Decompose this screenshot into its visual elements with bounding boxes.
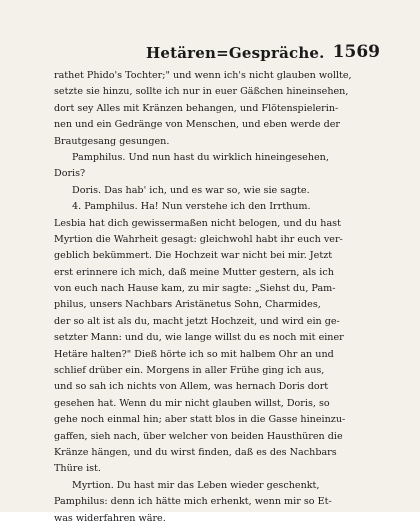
text-line: von euch nach Hause kam, zu mir sagte: „Siehst du, Pam- <box>54 283 336 295</box>
text-line: setzte sie hinzu, sollte ich nur in euer Gäßchen hineinsehen, <box>54 86 349 98</box>
text-line: dort sey Alles mit Kränzen behangen, und Flötenspielerin- <box>54 102 339 114</box>
running-title: Hetären=Gespräche. <box>146 44 325 62</box>
text-line: schlief drüber ein. Morgens in aller Frühe ging ich aus, <box>54 365 325 377</box>
text-line: Doris? <box>54 168 86 180</box>
text-line: der so alt ist als du, macht jetzt Hochzeit, und wird ein ge- <box>54 315 340 327</box>
text-line: Pamphilus. Und nun hast du wirklich hineingesehen, <box>72 151 329 163</box>
text-line: gaffen, sieh nach, über welcher von beiden Hausthüren die <box>54 430 343 442</box>
text-line: Myrtion die Wahrheit gesagt: gleichwohl habt ihr euch ver- <box>54 233 343 245</box>
page-number: 1569 <box>332 42 380 62</box>
body-text <box>54 68 384 527</box>
text-line: was widerfahren wäre. <box>54 512 166 524</box>
text-line: setzter Mann: und du, wie lange willst du es noch mit einer <box>54 332 344 344</box>
text-line: Doris. Das hab' ich, und es war so, wie sie sagte. <box>72 184 310 196</box>
text-line: erst erinnere ich mich, daß meine Mutter gestern, als ich <box>54 266 334 278</box>
text-line: und so sah ich nichts von Allem, was hernach Doris dort <box>54 381 329 393</box>
text-line: gehe noch einmal hin; aber statt blos in die Gasse hineinzu- <box>54 414 346 426</box>
text-line: Lesbia hat dich gewissermaßen nicht belogen, und du hast <box>54 217 341 229</box>
text-line: nen und ein Gedränge von Menschen, und eben werde der <box>54 119 340 131</box>
text-line: geblich bekümmert. Die Hochzeit war nicht bei mir. Jetzt <box>54 250 333 262</box>
text-line: Thüre ist. <box>54 463 101 475</box>
text-line: Pamphilus: denn ich hätte mich erhenkt, wenn mir so Et- <box>54 496 332 508</box>
page-header <box>48 44 380 64</box>
text-line: 4. Pamphilus. Ha! Nun verstehe ich den Irrthum. <box>72 201 311 213</box>
text-line: gesehen hat. Wenn du mir nicht glauben willst, Doris, so <box>54 397 330 409</box>
text-line: rathet Phido's Tochter;" und wenn ich's nicht glauben wollte, <box>54 70 352 81</box>
text-line: Myrtion. Du hast mir das Leben wieder geschenkt, <box>72 479 320 491</box>
text-line: Brautgesang gesungen. <box>54 135 170 147</box>
text-line: Hetäre halten?" Dieß hörte ich so mit halbem Ohr an und <box>54 348 334 360</box>
text-line: Kränze hängen, und du wirst finden, daß es des Nachbars <box>54 446 337 458</box>
text-line: philus, unsers Nachbars Aristänetus Sohn, Charmides, <box>54 299 321 311</box>
